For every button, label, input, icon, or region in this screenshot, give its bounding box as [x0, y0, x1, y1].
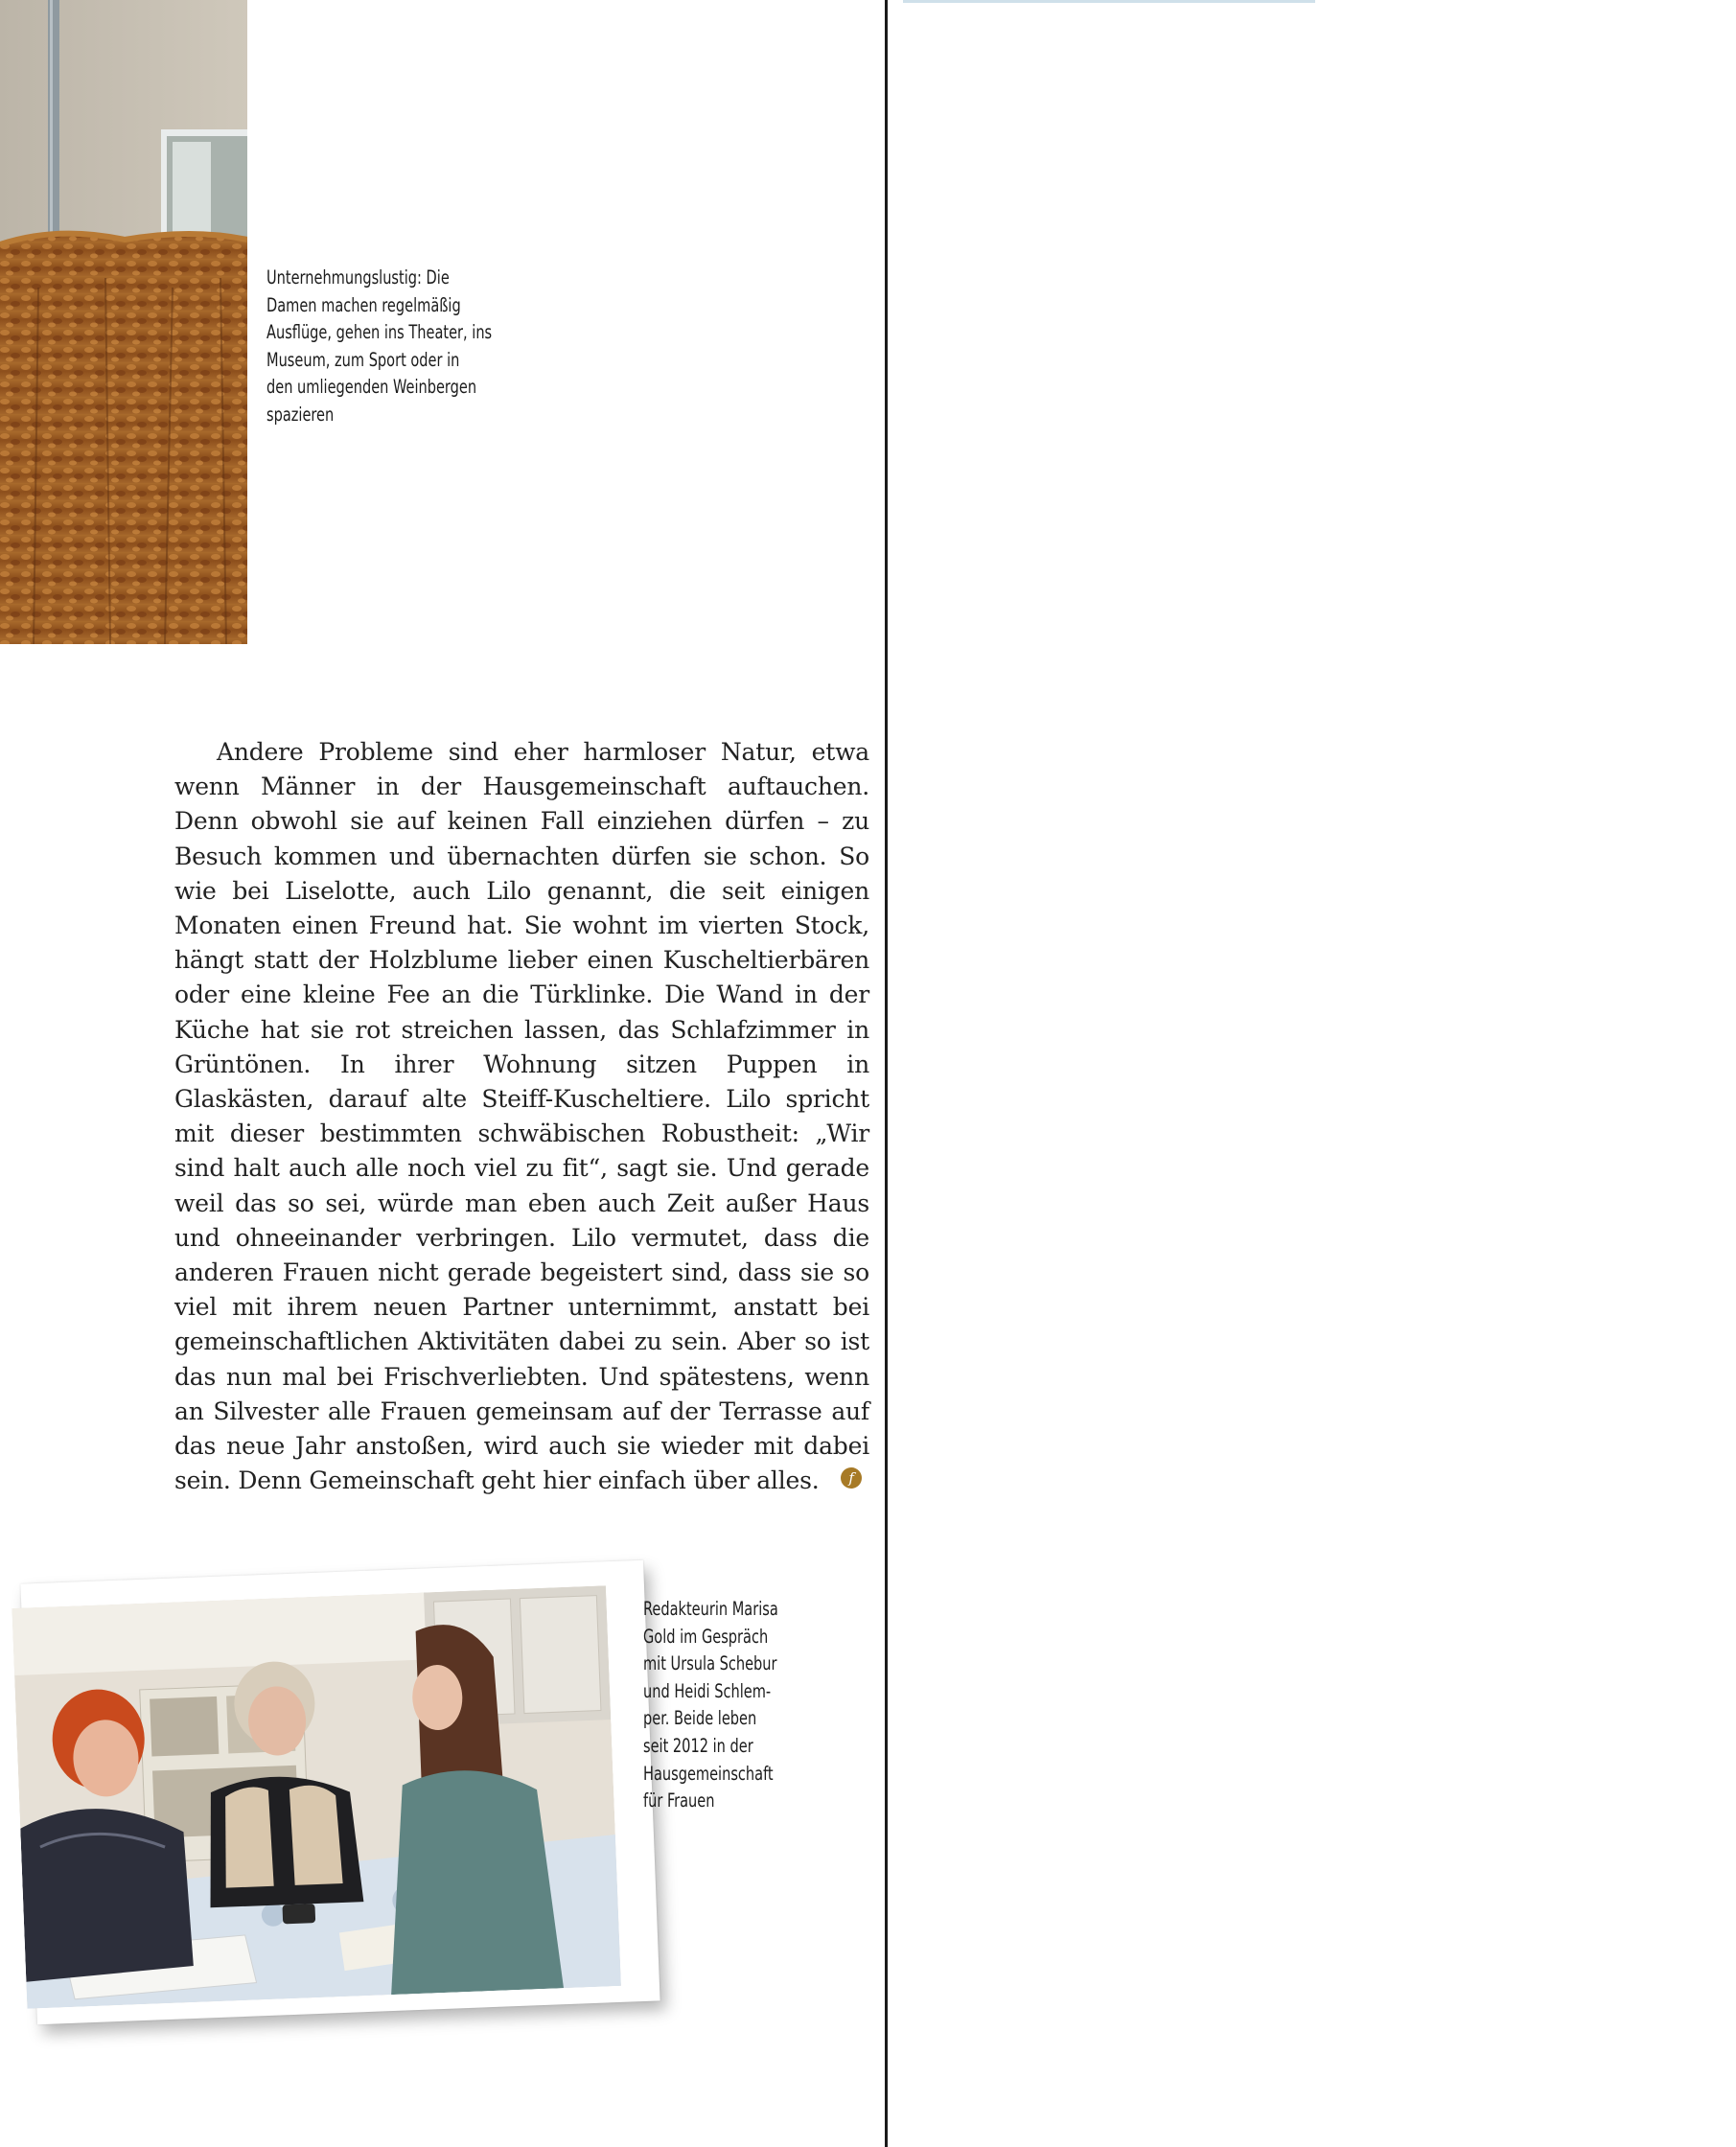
article-body [174, 735, 869, 1498]
column-divider [885, 0, 888, 2147]
photo-interview-illustration [12, 1585, 621, 2008]
photo-interview-card [20, 1560, 660, 2025]
photo-building-hedge [0, 0, 247, 644]
caption-interview-photo: Redakteurin Marisa Gold im Gespräch mit Ursula Schebur und Heidi Schlem- per. Beide leben seit 2012 in der Hausgemeinschaft für Frauen [643, 1598, 778, 1812]
photo-building-hedge-illustration [0, 0, 247, 644]
photo-interview [12, 1585, 621, 2008]
caption-building-photo: Unternehmungslustig: Die Damen machen regelmäßig Ausflüge, gehen ins Theater, ins Museum, zum Sport oder in den umliegenden Weinbergen spazieren [266, 266, 493, 426]
article-end-mark-icon: f [841, 1467, 862, 1489]
adjacent-page-edge [903, 0, 1315, 3]
photo-frame [20, 1560, 660, 2025]
article-paragraph: Andere Probleme sind eher harmloser Natur, etwa wenn Männer in der Hausgemeinschaft auftauchen. Denn obwohl sie auf keinen Fall einziehen dürfen – zu Besuch kommen und übernachten dürfen sie schon. So wie bei Liselotte, auch Lilo genannt, die seit einigen Monaten einen Freund hat. Sie wohnt im vierten Stock, hängt statt der Holzblume lieber einen Kuscheltierbären oder eine kleine Fee an die Türklinke. Die Wand in der Küche hat sie rot streichen lassen, das Schlafzimmer in Grüntönen. In ihrer Wohnung sitzen Puppen in Glaskästen, darauf alte Steiff-Kuscheltiere. Lilo spricht mit dieser bestimmten schwäbischen Robustheit: „Wir sind halt auch alle noch viel zu fit“, sagt sie. Und gerade weil das so sei, würde man eben auch Zeit außer Haus und ohneeinander verbringen. Lilo vermutet, dass die anderen Frauen nicht gerade begeistert sind, dass sie so viel mit ihrem neuen Partner unternimmt, anstatt bei gemeinschaftlichen Aktivitäten dabei zu sein. Aber so ist das nun mal bei Frischverliebten. Und spätestens, wenn an Silvester alle Frauen gemeinsam auf der Terrasse auf das neue Jahr anstoßen, wird auch sie wieder mit dabei sein. Denn Gemeinschaft geht hier einfach über alles. [174, 738, 869, 1495]
